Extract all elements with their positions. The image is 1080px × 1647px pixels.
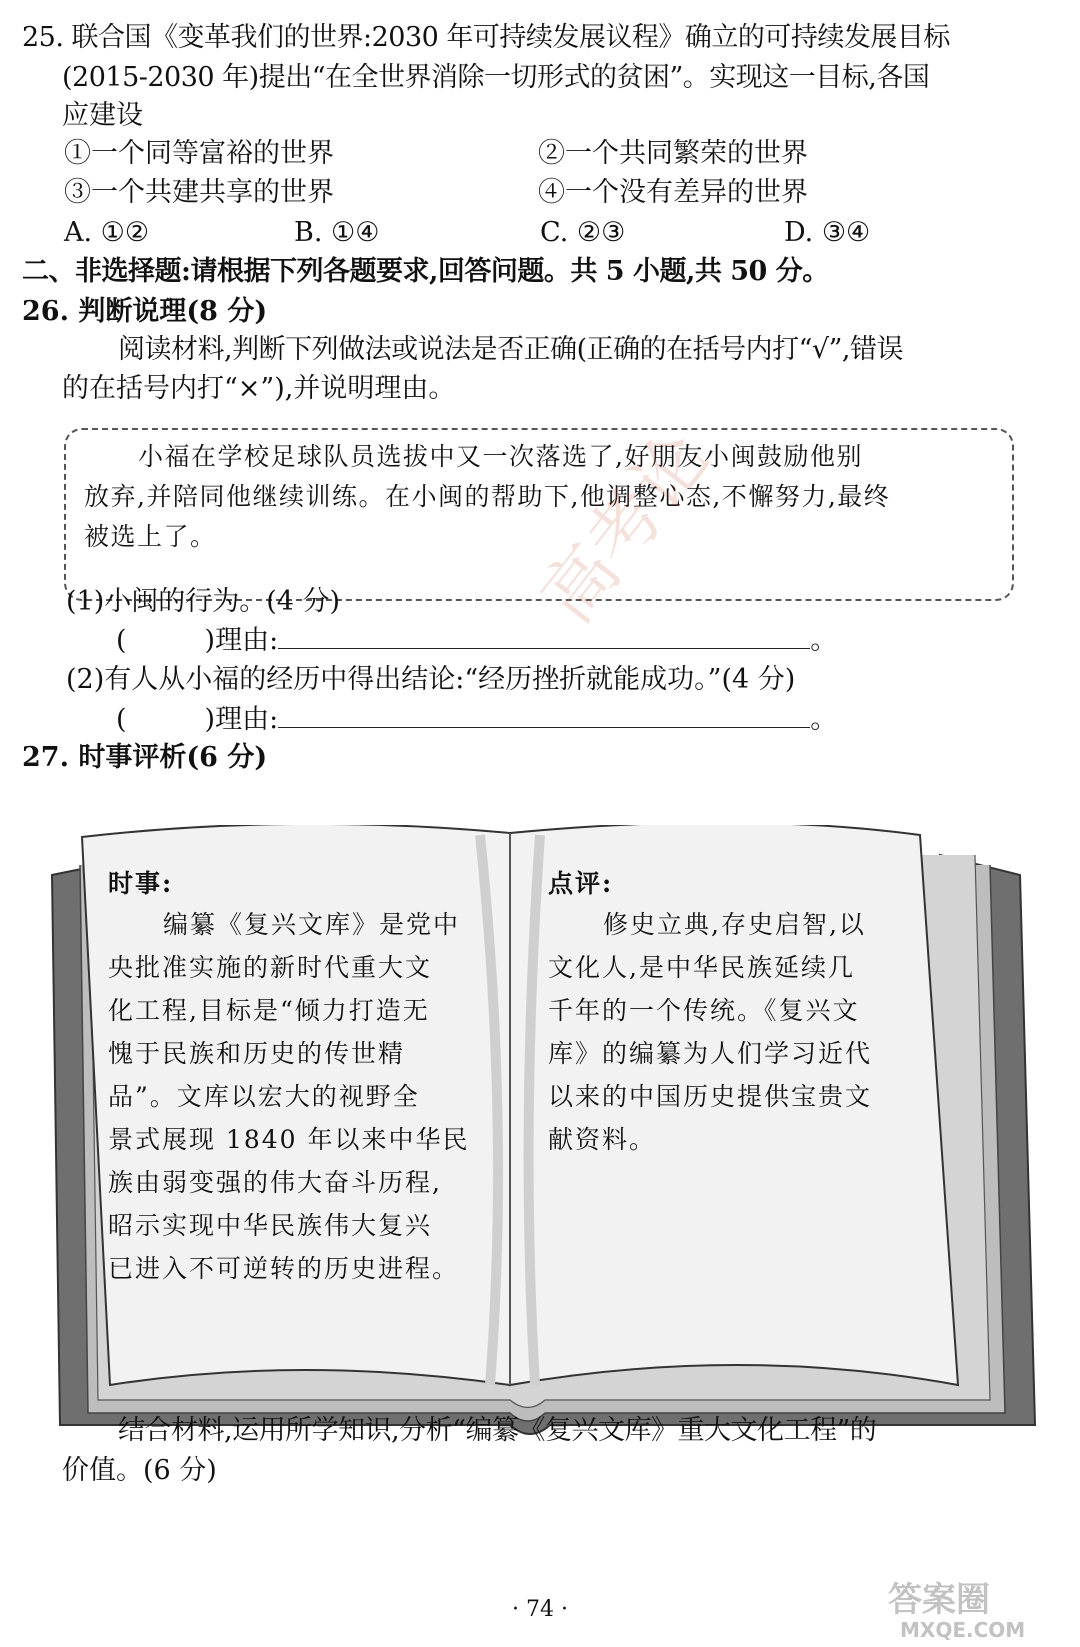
q27-title: 27. 时事评析(6 分) xyxy=(22,742,268,773)
q25-choice-d: D. ③④ xyxy=(784,217,871,248)
judge-paren-open: ( xyxy=(116,625,127,656)
logo-top-text: 答案圈 xyxy=(888,1580,990,1620)
book-right-heading: 点评: xyxy=(548,869,614,898)
q25-choice-b: B. ①④ xyxy=(294,217,380,248)
q25-stem-line1: 25. 联合国《变革我们的世界:2030 年可持续发展议程》确立的可持续发展目标 xyxy=(22,22,950,53)
book-right-line: 献资料。 xyxy=(548,1125,657,1154)
period: 。 xyxy=(810,625,838,656)
q25-choice-a: A. ①② xyxy=(64,217,150,248)
book-left-line: 化工程,目标是“倾力打造无 xyxy=(108,996,430,1025)
q26-instruction-line1: 阅读材料,判断下列做法或说法是否正确(正确的在括号内打“√”,错误 xyxy=(118,334,904,365)
book-left-heading: 时事: xyxy=(108,869,174,898)
reason-label: )理由: xyxy=(204,625,279,656)
reason-label: )理由: xyxy=(204,704,279,735)
judge-paren-open: ( xyxy=(116,704,127,735)
page-number: · 74 · xyxy=(512,1597,568,1622)
q25-option-3: ③一个共建共享的世界 xyxy=(64,177,334,208)
site-logo xyxy=(880,1575,1070,1643)
book-right-line: 以来的中国历史提供宝贵文 xyxy=(548,1082,873,1111)
q25-option-4: ④一个没有差异的世界 xyxy=(538,177,808,208)
book-left-line: 已进入不可逆转的历史进程。 xyxy=(108,1254,460,1283)
q25-option-2: ②一个共同繁荣的世界 xyxy=(538,138,808,169)
book-left-line: 景式展现 1840 年以来中华民 xyxy=(108,1125,470,1154)
book-left-line: 编纂《复兴文库》是党中 xyxy=(163,910,461,939)
book-right-line: 文化人,是中华民族延续几 xyxy=(548,953,855,982)
reason-blank-2[interactable] xyxy=(278,701,810,728)
q25-choice-c: C. ②③ xyxy=(540,217,626,248)
q27-question-line2: 价值。(6 分) xyxy=(62,1455,217,1486)
q27-question-line1: 结合材料,运用所学知识,分析“编纂《复兴文库》重大文化工程”的 xyxy=(118,1415,877,1446)
book-right-line: 修史立典,存史启智,以 xyxy=(603,910,866,939)
logo-bottom-text: MXQE.COM xyxy=(900,1618,1026,1642)
q26-material-line3: 被选上了。 xyxy=(84,522,217,551)
q26-material-line1: 小福在学校足球队员选拔中又一次落选了,好朋友小闽鼓励他别 xyxy=(138,442,863,471)
q26-material-line2: 放弃,并陪同他继续训练。在小闽的帮助下,他调整心态,不懈努力,最终 xyxy=(84,482,891,511)
q26-title: 26. 判断说理(8 分) xyxy=(22,296,268,327)
q26-sub-question-1: (1)小闽的行为。(4 分) xyxy=(66,586,341,617)
book-left-line: 央批准实施的新时代重大文 xyxy=(108,953,433,982)
book-left-line: 昭示实现中华民族伟大复兴 xyxy=(108,1211,433,1240)
watermark: 高考论 xyxy=(525,416,725,639)
book-left-line: 族由弱变强的伟大奋斗历程, xyxy=(108,1168,442,1197)
book-right-line: 千年的一个传统。《复兴文 xyxy=(548,996,860,1025)
q25-stem-line2: (2015-2030 年)提出“在全世界消除一切形式的贫困”。实现这一目标,各国 xyxy=(62,62,930,93)
q26-answer-row-2 xyxy=(116,700,837,740)
q25-stem-line3: 应建设 xyxy=(62,100,143,131)
book-left-line: 品”。文库以宏大的视野全 xyxy=(108,1082,420,1111)
period: 。 xyxy=(810,704,838,735)
q25-option-1: ①一个同等富裕的世界 xyxy=(64,138,334,169)
q26-instruction-line2: 的在括号内打“×”),并说明理由。 xyxy=(62,373,456,404)
section-2-heading: 二、非选择题:请根据下列各题要求,回答问题。共 5 小题,共 50 分。 xyxy=(22,256,829,287)
book-right-line: 库》的编纂为人们学习近代 xyxy=(548,1039,873,1068)
q26-sub-question-2: (2)有人从小福的经历中得出结论:“经历挫折就能成功。”(4 分) xyxy=(66,664,796,695)
book-left-line: 愧于民族和历史的传世精 xyxy=(108,1039,406,1068)
